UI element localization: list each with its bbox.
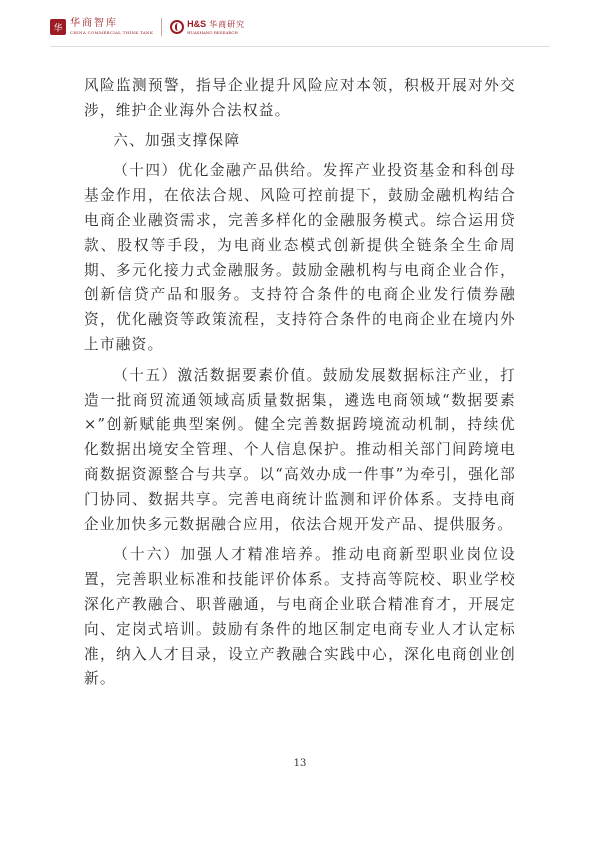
- logo2-chinese-name: 华商研究: [209, 19, 246, 29]
- logo1-chinese-name: 华商智库: [70, 18, 118, 29]
- header-divider: [50, 46, 550, 47]
- paragraph-16: （十六）加强人才精准培养。推动电商新型职业岗位设置，完善职业标准和技能评价体系。支持高等院校、职业学校深化产教融合、职普融通，与电商企业联合精准育才，开展定向、定岗式培训。鼓励有条件的地区制定电商专业人才认定标准，纳入人才目录，设立产教融合实践中心，深化电商创业创新。: [84, 546, 516, 688]
- logo2-english-name: HUASHANG RESEARCH: [187, 29, 238, 35]
- logo2-hs-text: H&S: [187, 18, 207, 29]
- paragraph-15: （十五）激活数据要素价值。鼓励发展数据标注产业，打造一批商贸流通领域高质量数据集，遴选电商领域“数据要素×”创新赋能典型案例。健全完善数据跨境流动机制，持续优化数据出境安全管理、个人信息保护。推动相关部门间跨境电商数据资源整合与共享。以“高效办成一件事”为牵引，强化部门协同、数据共享。完善电商统计监测和评价体系。支持电商企业加快多元数据融合应用，依法合规开发产品、提供服务。: [84, 366, 516, 533]
- huashang-think-tank-logo: [50, 19, 153, 35]
- page-number: 13: [293, 758, 307, 769]
- logo1-english-name: CHINA COMMERCIAL THINK TANK: [70, 30, 154, 35]
- section-heading: 六、加强支撑保障: [113, 131, 241, 149]
- hs-circle-icon: [170, 20, 184, 34]
- paragraph-14: （十四）优化金融产品供给。发挥产业投资基金和科创母基金作用，在依法合规、风险可控前提下，鼓励金融机构结合电商企业融资需求，完善多样化的金融服务模式。综合运用贷款、股权等手段，为电商业态模式创新提供全链条全生命周期、多元化接力式金融服务。鼓励金融机构与电商企业合作，创新信贷产品和服务。支持符合条件的电商企业发行债券融资，优化融资等政策流程，支持符合条件的电商企业在境内外上市融资。: [84, 162, 516, 353]
- document-body: [84, 74, 516, 692]
- header-logos: [50, 10, 245, 44]
- huashang-emblem-icon: 华: [50, 19, 66, 35]
- logo-divider: [161, 18, 162, 36]
- continuation-paragraph: 风险监测预警，指导企业提升风险应对本领，积极开展对外交涉，维护企业海外合法权益。: [84, 77, 516, 119]
- hs-research-logo: [170, 20, 245, 35]
